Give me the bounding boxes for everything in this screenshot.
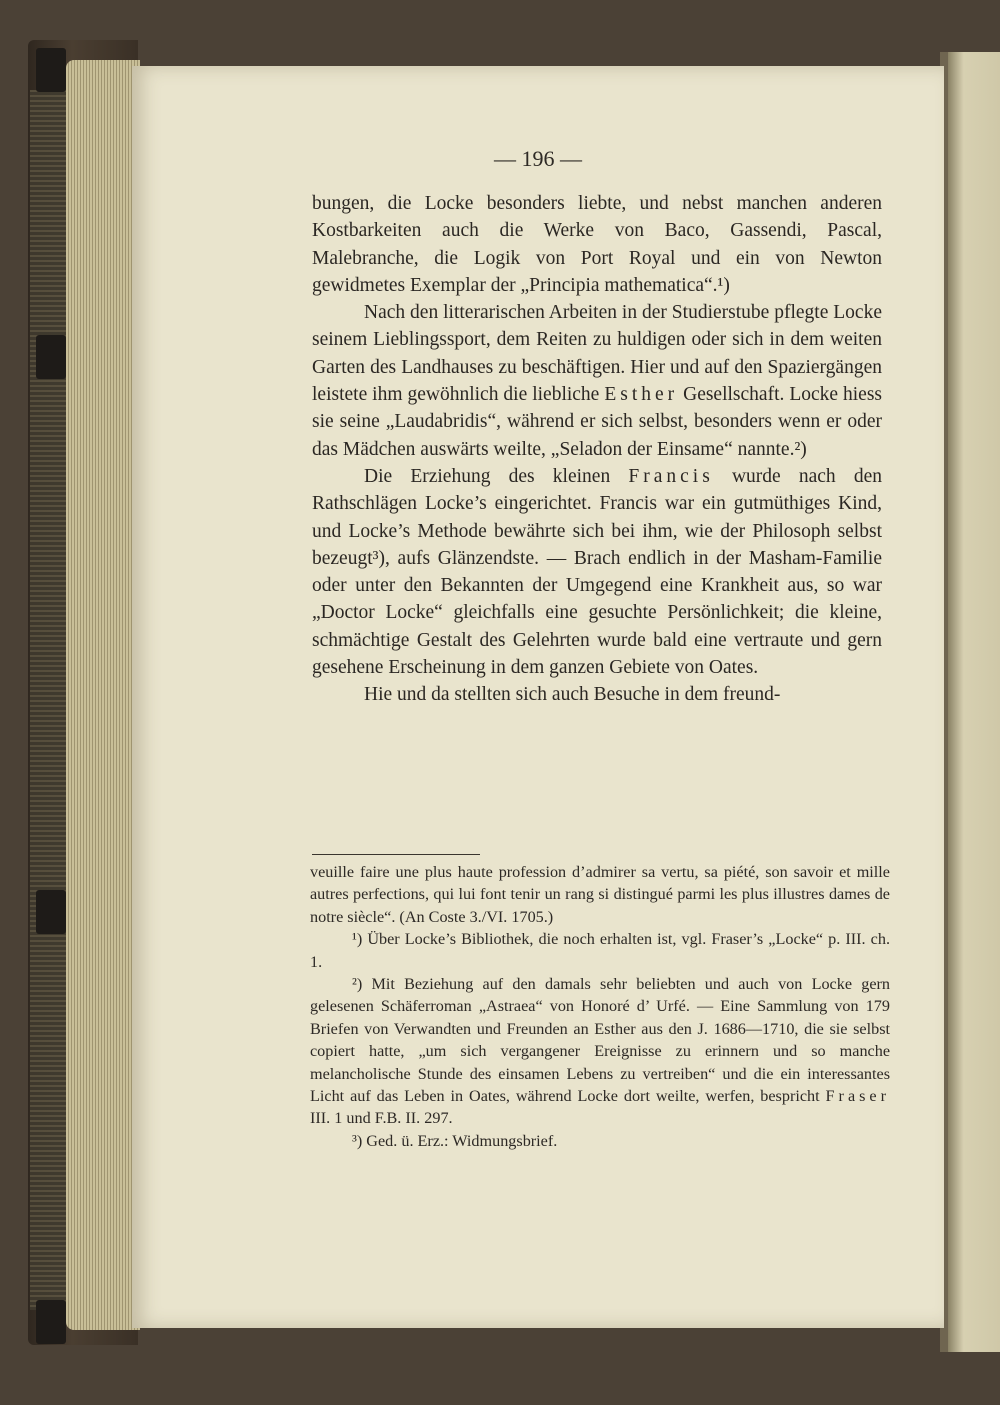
paragraph-3 <box>312 463 882 681</box>
footnote-1: ¹) Über Locke’s Bibliothek, die noch erhalten ist, vgl. Fraser’s „Locke“ p. III. ch. 1. <box>310 930 890 971</box>
name-francis: Francis <box>628 465 714 487</box>
book-page <box>132 66 944 1328</box>
binding-tab <box>36 48 66 92</box>
name-fraser: Fraser <box>825 1087 890 1106</box>
paragraph-4: Hie und da stellten sich auch Besuche in dem freund- <box>364 684 781 706</box>
paragraph-2 <box>312 299 882 463</box>
binding-tab <box>36 335 66 379</box>
page-number: — 196 — <box>494 146 582 171</box>
footnote-2-text-end: III. 1 und F.B. II. 297. <box>310 1109 453 1128</box>
paragraph-3-text: Die Erziehung des kleinen <box>364 465 611 487</box>
footnote-2-text: ²) Mit Beziehung auf den damals sehr beliebten und auch von Locke gern gelesenen Schäferroman „Astraea“ von Honoré d’ Urfé. — Eine Sammlung von 179 Briefen von Verwandten und Freunden an Esther aus den J. 1686—1710, die sie selbst copiert hatte, „um sich vergangener Ereignisse zu erinnern und so manche melancholische Stunde des einsamen Lebens zu vertreiben“ und die ein interessantes Licht auf das Leben in Oates, während Locke dort weilte, werfen, bespricht <box>310 975 890 1106</box>
spine-cloth <box>30 90 70 1310</box>
page-edges <box>66 60 140 1330</box>
footnote-3: ³) Ged. ü. Erz.: Widmungsbrief. <box>352 1131 558 1150</box>
footnote-rule <box>312 854 480 855</box>
paragraph-1: bungen, die Locke besonders liebte, und nebst manchen anderen Kostbarkeiten auch die Werke von Baco, Gassendi, Pascal, Malebranche, die Logik von Port Royal und ein von Newton gewidmetes Exemplar der „Principia mathematica“.¹) <box>312 193 882 296</box>
paragraph-2-text: Nach den litterarischen Arbeiten in der Studierstube pflegte Locke seinem Lieblingssport, dem Reiten zu huldigen oder sich in dem weiten Garten des Landhauses zu beschäftigen. Hier und auf den Spaziergängen leistete ihm gewöhnlich die liebliche <box>312 302 882 406</box>
footnotes <box>310 861 890 1152</box>
binding-tab <box>36 890 66 934</box>
binding-tab <box>36 1300 66 1344</box>
main-text <box>312 190 882 709</box>
footnote-2 <box>310 973 890 1130</box>
facing-page-edge <box>948 52 1000 1352</box>
paragraph-2-text-end: Gesellschaft. Locke hiess sie seine „Laudabridis“, während er sich selbst, besonders wenn er oder das Mädchen auswärts weilte, „Seladon der Einsame“ nannte.²) <box>312 384 883 460</box>
name-esther: Esther <box>604 384 679 406</box>
paragraph-3-text-end: wurde nach den Rathschlägen Locke’s eingerichtet. Francis war ein gutmüthiges Kind, und Locke’s Methode bewährte sich bei ihm, wie der Philosoph selbst bezeugt³), aufs Glänzendste. — Brach endlich in der Masham-Familie oder unter den Bekannten der Umgegend eine Krankheit aus, so war „Doctor Locke“ gleichfalls eine gesuchte Persönlichkeit; die kleine, schmächtige Gestalt des Gelehrten wurde bald eine vertraute und gern gesehene Erscheinung in dem ganzen Gebiete von Oates. <box>312 465 882 679</box>
footnote-continuation: veuille faire une plus haute profession d’admirer sa vertu, sa piété, son savoir et mille autres perfections, qui lui font tenir un rang si distingué parmi les plus illustres dames de notre siècle“. (An Coste 3./VI. 1705.) <box>310 863 890 926</box>
